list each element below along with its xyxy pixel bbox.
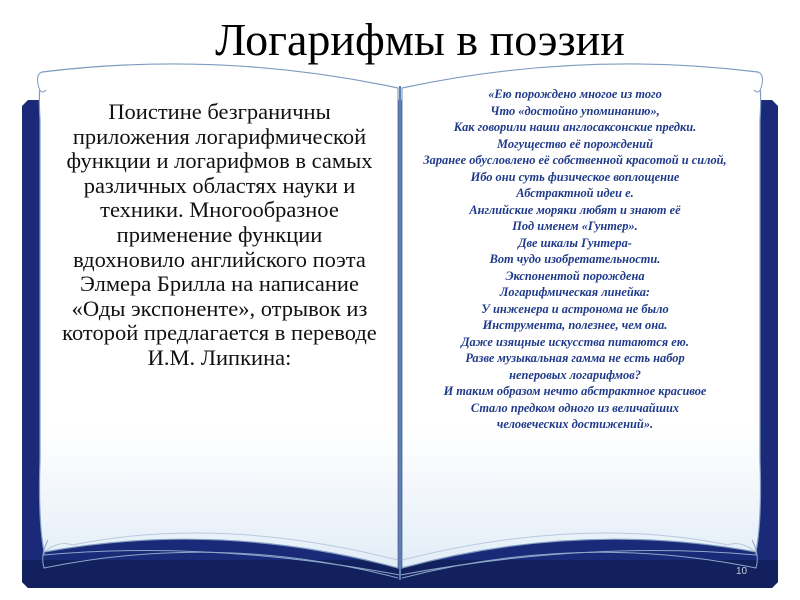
poem-line: Даже изящные искусства питаются ею. xyxy=(461,334,689,349)
poem-line: человеческих достижений». xyxy=(496,417,654,431)
poem-line: Вот чудо изобретательности. xyxy=(489,252,661,266)
slide-title: Логарифмы в поэзии xyxy=(215,14,625,65)
poem-line: Как говорили наши англосаксонские предки. xyxy=(453,120,697,134)
poem-line: неперовых логарифмов? xyxy=(509,367,641,382)
poem-line: Экспонентой порождена xyxy=(505,268,645,283)
intro-paragraph: Поистине безграничны приложения логарифмической функции и логарифмов в самых различных областях науки и техники. Многообразное применение функции вдохновило английского поэта Элмера Брилла на написание «Оды экспоненте», отрывок из которой предлагается в переводе И.М. Липкина: xyxy=(62,99,377,370)
poem-line: «Ею порождено многое из того xyxy=(488,87,662,101)
poem-line: Заранее обусловлено её собственной красотой и силой, xyxy=(423,153,727,167)
poem-line: У инженера и астронома не было xyxy=(481,301,669,316)
poem-line: Английские моряки любят и знают её xyxy=(469,202,681,217)
page-number: 10 xyxy=(736,566,748,577)
poem-line: Логарифмическая линейка: xyxy=(499,285,651,299)
poem-excerpt xyxy=(403,86,747,433)
poem-line: Инструмента, полезнее, чем она. xyxy=(482,318,668,332)
poem-line: Что «достойно упоминанию», xyxy=(490,103,660,118)
poem-line: Ибо они суть физическое воплощение xyxy=(470,169,680,184)
poem-line: Могущество её порождений xyxy=(497,136,653,151)
poem-line: И таким образом нечто абстрактное красивое xyxy=(443,384,707,398)
poem-line: Разве музыкальная гамма не есть набор xyxy=(465,351,685,365)
poem-line: Абстрактной идеи е. xyxy=(516,186,634,200)
poem-line: Стало предком одного из величайших xyxy=(470,400,680,415)
poem-line: Две шкалы Гунтера- xyxy=(518,235,632,250)
poem-line: Под именем «Гунтер». xyxy=(512,219,638,233)
